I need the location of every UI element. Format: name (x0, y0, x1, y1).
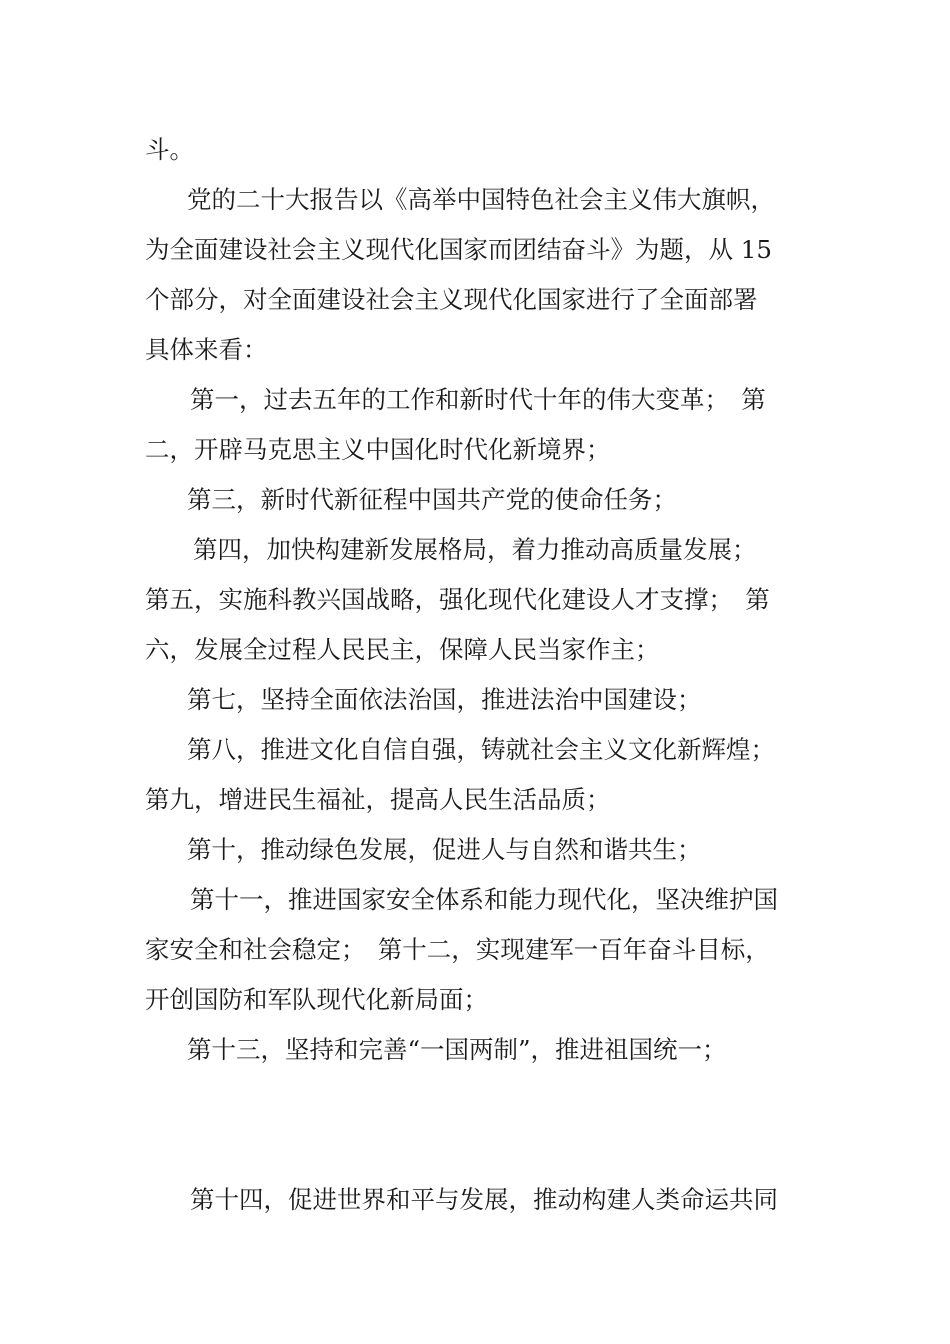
text-line: 个部分，对全面建设社会主义现代化国家进行了全面部署 (145, 285, 758, 314)
text-line: 具体来看： (145, 335, 268, 364)
text-line: 第七，坚持全面依法治国，推进法治中国建设； (187, 685, 702, 714)
text-line: 第十，推动绿色发展，促进人与自然和谐共生； (187, 835, 702, 864)
text-line: 斗。 (145, 135, 194, 164)
text-line: 第十四，促进世界和平与发展，推动构建人类命运共同 (190, 1185, 778, 1214)
text-line: 为全面建设社会主义现代化国家而团结奋斗》为题，从 15 (145, 235, 772, 264)
text-line: 第十三，坚持和完善“一国两制”，推进祖国统一； (187, 1035, 727, 1064)
text-line: 第三，新时代新征程中国共产党的使命任务； (187, 485, 677, 514)
text-line: 第五，实施科教兴国战略，强化现代化建设人才支撑； 第 (145, 585, 770, 614)
text-line: 第四，加快构建新发展格局，着力推动高质量发展； (193, 535, 757, 564)
text-line: 六，发展全过程人民民主，保障人民当家作主； (145, 635, 660, 664)
text-line: 开创国防和军队现代化新局面； (145, 985, 488, 1014)
text-line: 党的二十大报告以《高举中国特色社会主义伟大旗帜， (187, 185, 775, 214)
text-line: 二，开辟马克思主义中国化时代化新境界； (145, 435, 611, 464)
text-line: 第一，过去五年的工作和新时代十年的伟大变革； 第 (190, 385, 766, 414)
text-line: 第九，增进民生福祉，提高人民生活品质； (145, 785, 611, 814)
text-line: 第八，推进文化自信自强，铸就社会主义文化新辉煌； (187, 735, 775, 764)
text-line: 第十一，推进国家安全体系和能力现代化，坚决维护国 (190, 885, 778, 914)
text-line: 家安全和社会稳定； 第十二，实现建军一百年奋斗目标， (145, 935, 770, 964)
